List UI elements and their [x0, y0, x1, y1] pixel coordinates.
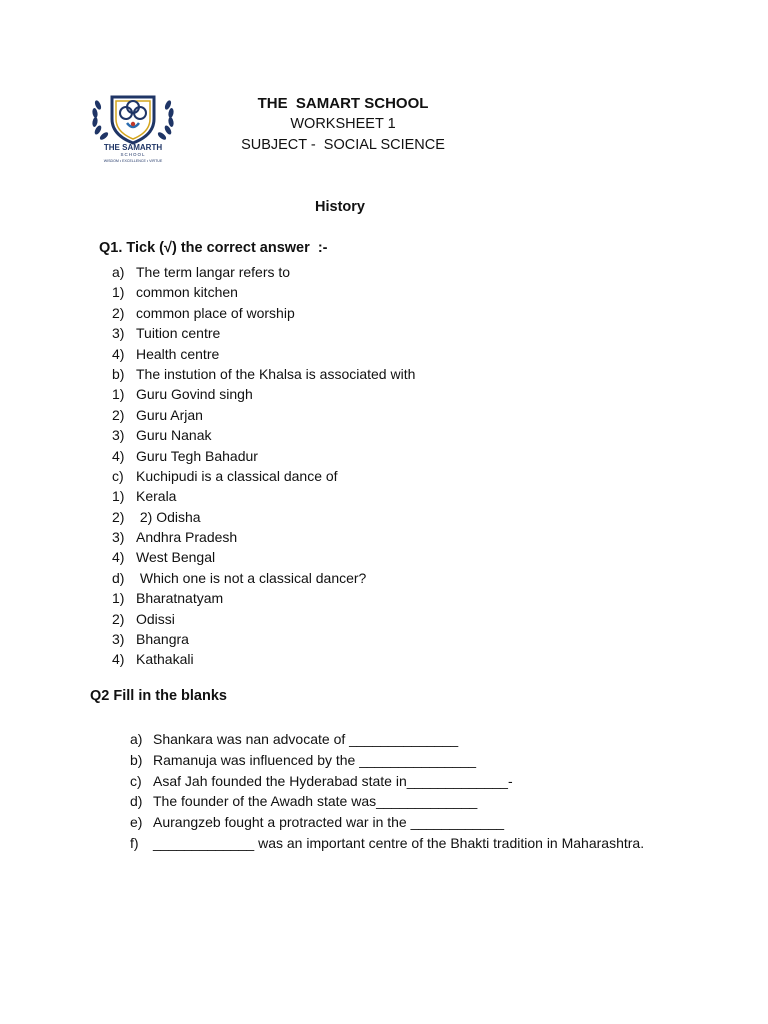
section-title: History [315, 199, 365, 215]
list-item [112, 364, 415, 384]
list-marker: 3) [112, 529, 125, 546]
list-marker: 1) [112, 488, 125, 505]
worksheet-title: WORKSHEET 1 [290, 116, 396, 132]
list-marker: 1) [112, 386, 125, 403]
list-text: Guru Arjan [136, 406, 203, 423]
list-item [112, 609, 415, 629]
list-item [112, 568, 415, 588]
list-text: The founder of the Awadh state was_____________ [153, 793, 478, 810]
logo-motto: WISDOM • EXCELLENCE • VIRTUE [103, 159, 163, 163]
school-name: THE SAMART SCHOOL [257, 95, 429, 112]
list-marker: 2) [112, 610, 125, 627]
list-marker: 1) [112, 590, 125, 607]
q2-list [130, 729, 644, 854]
list-marker: 2) [112, 508, 125, 525]
list-marker: 4) [112, 345, 125, 362]
list-item [130, 771, 644, 792]
list-item [112, 486, 415, 506]
list-text: Bhangra [136, 631, 189, 648]
list-text: Health centre [136, 345, 220, 362]
list-item [112, 649, 415, 669]
list-item [112, 262, 415, 282]
list-marker: b) [130, 751, 143, 768]
logo-sub: SCHOOL [120, 152, 146, 157]
list-text: Guru Tegh Bahadur [136, 447, 258, 464]
list-item [112, 323, 415, 343]
list-marker: a) [112, 264, 125, 280]
list-text: West Bengal [136, 549, 216, 566]
worksheet-header [200, 94, 486, 156]
list-text: Shankara was nan advocate of ______________ [153, 731, 459, 747]
list-marker: c) [130, 772, 142, 789]
school-crest-icon [90, 93, 176, 165]
list-item [130, 791, 644, 812]
list-text: 2) Odisha [136, 508, 201, 525]
list-item [130, 750, 644, 771]
list-text: _____________ was an important centre of the Bhakti tradition in Maharashtra. [153, 834, 645, 851]
q2-title: Q2 Fill in the blanks [90, 688, 227, 704]
list-text: Odissi [136, 610, 175, 627]
list-marker: d) [112, 569, 125, 586]
list-marker: 2) [112, 406, 125, 423]
list-marker: f) [130, 834, 139, 851]
list-marker: 4) [112, 651, 125, 668]
school-logo [90, 93, 176, 165]
list-item [112, 547, 415, 567]
list-marker: 2) [112, 304, 125, 321]
list-text: Kathakali [136, 651, 194, 668]
list-item [112, 527, 415, 547]
list-text: Ramanuja was influenced by the _______________ [153, 751, 477, 768]
list-text: common place of worship [136, 304, 295, 321]
list-item [112, 629, 415, 649]
list-item [112, 384, 415, 404]
q1-title: Q1. Tick (√) the correct answer :- [99, 240, 328, 256]
list-item [130, 812, 644, 833]
list-text: Which one is not a classical dancer? [136, 569, 367, 586]
list-item [112, 507, 415, 527]
subject-title: SUBJECT - SOCIAL SCIENCE [241, 137, 445, 153]
list-text: Bharatnatyam [136, 590, 224, 607]
list-item [112, 446, 415, 466]
list-marker: 4) [112, 447, 125, 464]
list-text: Kerala [136, 488, 177, 505]
q1-list [112, 262, 415, 670]
list-item [112, 466, 415, 486]
list-marker: 3) [112, 325, 125, 342]
list-marker: 4) [112, 549, 125, 566]
list-text: Guru Nanak [136, 427, 212, 444]
list-marker: d) [130, 793, 143, 810]
list-text: Tuition centre [136, 325, 221, 342]
list-item [112, 425, 415, 445]
list-text: common kitchen [136, 284, 238, 301]
list-marker: c) [112, 467, 124, 484]
list-text: Asaf Jah founded the Hyderabad state in_____________- [153, 772, 513, 789]
list-item [112, 282, 415, 302]
list-text: The term langar refers to [136, 264, 291, 280]
logo-name: THE SAMARTH [103, 143, 163, 152]
list-item [112, 344, 415, 364]
list-marker: a) [130, 731, 143, 747]
list-marker: e) [130, 814, 143, 831]
list-item [130, 833, 644, 854]
list-marker: b) [112, 365, 125, 382]
list-item [130, 729, 644, 750]
list-marker: 1) [112, 284, 125, 301]
list-item [112, 303, 415, 323]
list-marker: 3) [112, 631, 125, 648]
list-text: Kuchipudi is a classical dance of [136, 467, 338, 484]
list-item [112, 588, 415, 608]
list-text: Aurangzeb fought a protracted war in the ____________ [153, 814, 505, 831]
list-text: Guru Govind singh [136, 386, 253, 403]
list-item [112, 405, 415, 425]
list-text: Andhra Pradesh [136, 529, 238, 546]
list-marker: 3) [112, 427, 125, 444]
list-text: The instution of the Khalsa is associated with [136, 365, 416, 382]
